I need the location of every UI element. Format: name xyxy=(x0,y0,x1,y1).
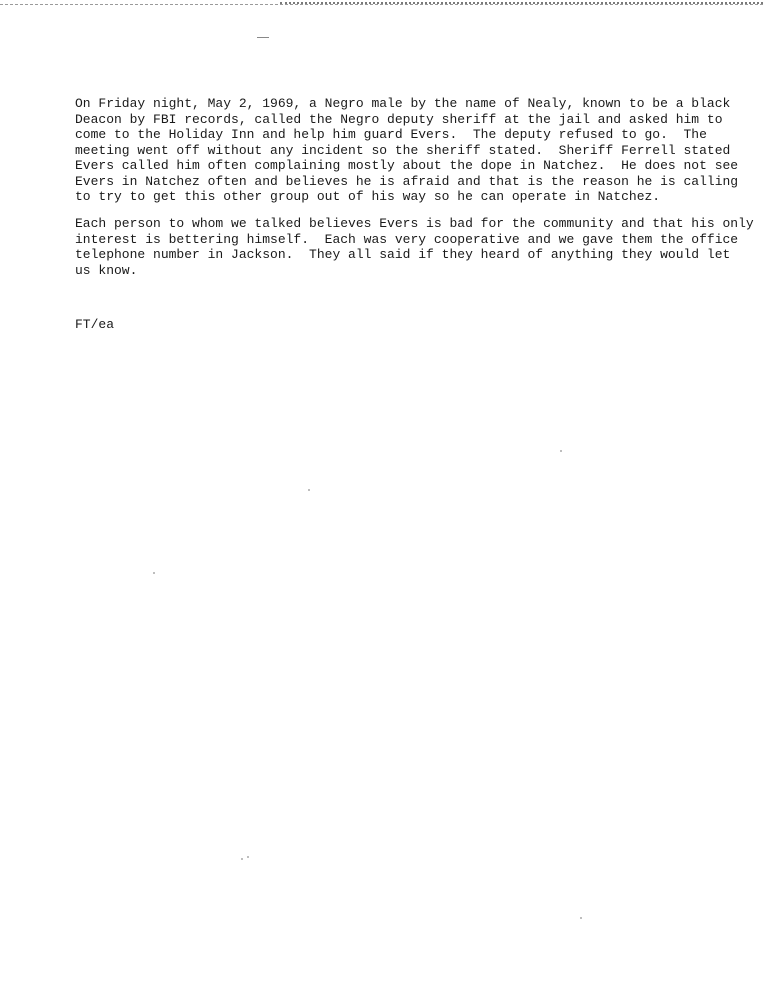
paragraph-1 xyxy=(75,96,745,205)
scan-speck xyxy=(308,489,310,491)
top-scan-border xyxy=(0,4,763,5)
text-line: to try to get this other group out of his way so he can operate in Natchez. xyxy=(75,189,661,204)
text-line: come to the Holiday Inn and help him guard Evers. The deputy refused to go. The xyxy=(75,127,707,142)
text-line: Evers called him often complaining mostly about the dope in Natchez. He does not see xyxy=(75,158,739,173)
text-line: telephone number in Jackson. They all said if they heard of anything they would let xyxy=(75,247,731,262)
stray-mark xyxy=(257,37,269,38)
text-line: meeting went off without any incident so the sheriff stated. Sheriff Ferrell stated xyxy=(75,142,731,158)
text-line: us know. xyxy=(75,262,138,278)
top-scan-dotted-border xyxy=(280,2,763,4)
text-line: On Friday night, May 2, 1969, a Negro male by the name of Nealy, known to be a black xyxy=(75,96,731,111)
typist-initials: FT/ea xyxy=(75,317,115,332)
scan-speck xyxy=(580,917,582,919)
scan-speck xyxy=(241,858,243,860)
scan-speck xyxy=(247,856,249,858)
scan-speck xyxy=(560,450,562,452)
paragraph-2 xyxy=(75,216,754,278)
text-line: Each person to whom we talked believes Evers is bad for the community and that his only xyxy=(75,216,754,231)
text-line: Evers in Natchez often and believes he is afraid and that is the reason he is calling xyxy=(75,173,739,189)
scan-speck xyxy=(153,572,155,574)
text-line: interest is bettering himself. Each was very cooperative and we gave them the office xyxy=(75,231,739,247)
text-line: Deacon by FBI records, called the Negro deputy sheriff at the jail and asked him to xyxy=(75,111,723,127)
